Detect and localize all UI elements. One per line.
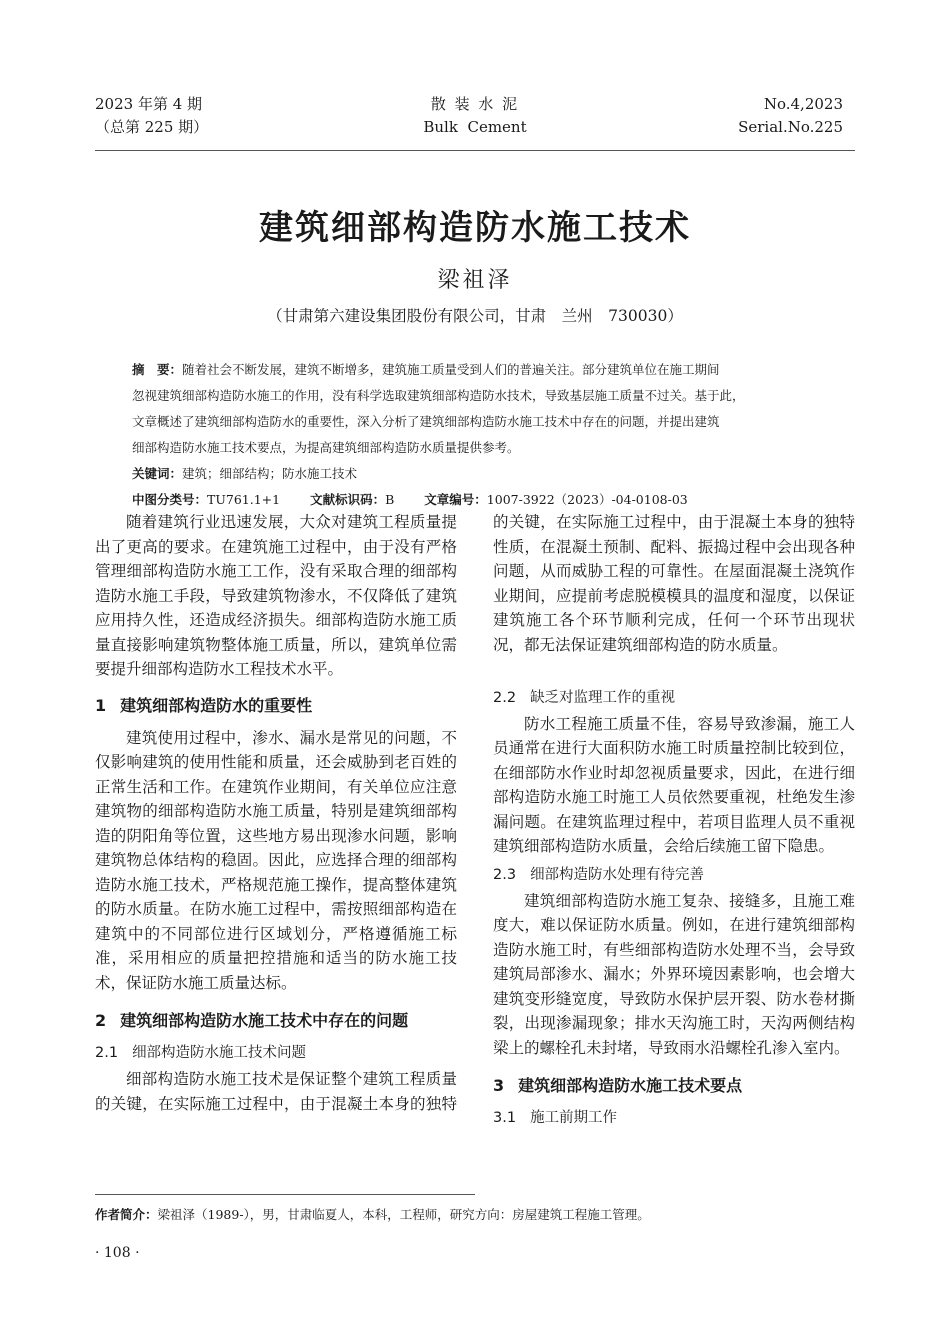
- section-2-1-number: 2.1: [95, 1045, 119, 1061]
- doc-code-label: 文献标识码：: [310, 492, 386, 507]
- abstract-line-4: 细部构造防水施工技术要点，为提高建筑细部构造防水质量提供参考。: [132, 440, 520, 455]
- section-3-heading: [493, 1074, 855, 1098]
- section-2-3-paragraph: 建筑细部构造防水施工复杂、接缝多，且施工难度大，难以保证防水质量。例如，在进行建筑细部构造防水施工时，有些细部构造防水处理不当，会导致建筑局部渗水、漏水；外界环境因素影响，也会增大建筑变形缝宽度，导致防水保护层开裂、防水卷材撕裂，出现渗漏现象；排水天沟施工时，天沟两侧结构梁上的螺栓孔未封堵，导致雨水沿螺栓孔渗入室内。: [493, 891, 855, 1057]
- footnote-text: 梁祖泽（1989-），男，甘肃临夏人，本科，工程师，研究方向：房屋建筑工程施工管理。: [157, 1207, 650, 1222]
- journal-name: [375, 93, 575, 139]
- section-2-heading: [95, 1009, 457, 1033]
- section-2-3-title: 细部构造防水处理有待完善: [530, 866, 705, 883]
- clc-value: TU761.1+1: [207, 492, 281, 507]
- section-3-number: 3: [493, 1076, 505, 1095]
- doc-code-value: B: [385, 492, 395, 507]
- section-2-3-heading: [493, 863, 855, 887]
- section-3-1-heading: [493, 1106, 855, 1130]
- section-3-title: 建筑细部构造防水施工技术要点: [518, 1076, 743, 1095]
- journal-name-en: Bulk Cement: [423, 118, 527, 136]
- serial-number-en: Serial.No.225: [738, 118, 843, 136]
- keywords-label: 关键词：: [132, 466, 183, 481]
- author-name: 梁祖泽: [437, 268, 513, 293]
- issue-number: 2023 年第 4 期: [95, 95, 203, 113]
- abstract-line-1: [132, 357, 822, 383]
- page-number: · 108 ·: [95, 1245, 140, 1261]
- section-2-2-number: 2.2: [493, 689, 517, 706]
- journal-issue-en: [738, 93, 843, 139]
- section-1-paragraph: 建筑使用过程中，渗水、漏水是常见的问题，不仅影响建筑的使用性能和质量，还会威胁到老百姓的正常生活和工作。在建筑作业期间，有关单位应注意建筑物的细部构造防水施工质量，特别是建筑细部构造的阴阳角等位置，这些地方易出现渗水问题，影响建筑物总体结构的稳固。因此，应选择合理的细部构造防水施工技术，严格规范施工操作，提高整体建筑的防水质量。在防水施工过程中，需按照细部构造在建筑中的不同部位进行区域划分，严格遵循施工标准，采用相应的质量把控措施和适当的防水施工技术，保证防水施工质量达标。: [95, 728, 457, 992]
- section-1-title: 建筑细部构造防水的重要性: [120, 695, 313, 715]
- article-no-value: 1007-3922（2023）-04-0108-03: [486, 492, 688, 507]
- footnote-label: 作者简介：: [95, 1207, 158, 1222]
- section-2-1-heading: [95, 1041, 457, 1065]
- abstract-line-3: 文章概述了建筑细部构造防水的重要性，深入分析了建筑细部构造防水施工技术中存在的问题，并提出建筑: [132, 414, 720, 429]
- clc-label: 中图分类号：: [132, 492, 208, 507]
- body-column-left: [95, 510, 457, 1116]
- section-1-number: 1: [95, 695, 107, 715]
- abstract-text-1: 随着社会不断发展，建筑不断增多，建筑施工质量受到人们的普遍关注。部分建筑单位在施工期间: [182, 362, 720, 377]
- author-bio-footnote: [95, 1205, 650, 1223]
- abstract-block: [132, 357, 822, 513]
- article-title: 建筑细部构造防水施工技术: [259, 208, 691, 248]
- journal-issue: [95, 93, 208, 139]
- keywords-line: [132, 461, 822, 487]
- author-affiliation: （甘肃第六建设集团股份有限公司，甘肃 兰州 730030）: [267, 307, 683, 325]
- abstract-label: 摘 要：: [132, 362, 183, 377]
- section-2-2-heading: [493, 686, 855, 710]
- keywords-value: 建筑；细部结构；防水施工技术: [182, 466, 358, 481]
- abstract-line-2: 忽视建筑细部构造防水施工的作用，没有科学选取建筑细部构造防水技术，导致基层施工质量不过关。基于此，: [132, 388, 745, 403]
- footnote-divider: [95, 1194, 475, 1195]
- section-1-heading: [95, 694, 457, 718]
- journal-name-cn: 散 装 水 泥: [430, 95, 520, 113]
- intro-paragraph: 随着建筑行业迅速发展，大众对建筑工程质量提出了更高的要求。在建筑施工过程中，由于没有严格管理细部构造防水施工工作，没有采取合理的细部构造防水施工手段，导致建筑物渗水，不仅降低了建筑应用持久性，还造成经济损失。细部构造防水施工质量直接影响建筑物整体施工质量，所以，建筑单位需要提升细部构造防水工程技术水平。: [95, 513, 457, 678]
- issue-number-en: No.4,2023: [763, 95, 843, 113]
- article-no-label: 文章编号：: [424, 492, 487, 507]
- section-2-2-title: 缺乏对监理工作的重视: [530, 689, 676, 706]
- section-2-3-number: 2.3: [493, 866, 517, 883]
- section-2-number: 2: [95, 1011, 107, 1030]
- section-2-2-paragraph: 防水工程施工质量不佳，容易导致渗漏，施工人员通常在进行大面积防水施工时质量控制比较到位，在细部防水作业时却忽视质量要求，因此，在进行细部构造防水施工时施工人员依然要重视，杜绝发生渗漏问题。在建筑监理过程中，若项目监理人员不重视建筑细部构造防水质量，会给后续施工留下隐患。: [493, 714, 855, 855]
- body-column-right: [493, 510, 855, 1132]
- section-2-title: 建筑细部构造防水施工技术中存在的问题: [120, 1011, 409, 1030]
- section-2-1-continued: [493, 510, 855, 682]
- section-3-1-number: 3.1: [493, 1110, 517, 1126]
- section-2-1-paragraph: 细部构造防水施工技术是保证整个建筑工程质量的关键，在实际施工过程中，由于混凝土本身的独特: [95, 1070, 457, 1113]
- serial-issue: （总第 225 期）: [95, 118, 209, 136]
- section-3-1-title: 施工前期工作: [530, 1110, 618, 1126]
- header-divider: [95, 150, 855, 151]
- section-2-1-title: 细部构造防水施工技术问题: [132, 1045, 307, 1061]
- section-2-1-paragraph-cont: 的关键，在实际施工过程中，由于混凝土本身的独特性质，在混凝土预制、配料、振捣过程中会出现各种问题，从而威胁工程的可靠性。在屋面混凝土浇筑作业期间，应提前考虑脱模模具的温度和湿度，以保证建筑施工各个环节顺利完成，任何一个环节出现状况，都无法保证建筑细部构造的防水质量。: [493, 513, 855, 654]
